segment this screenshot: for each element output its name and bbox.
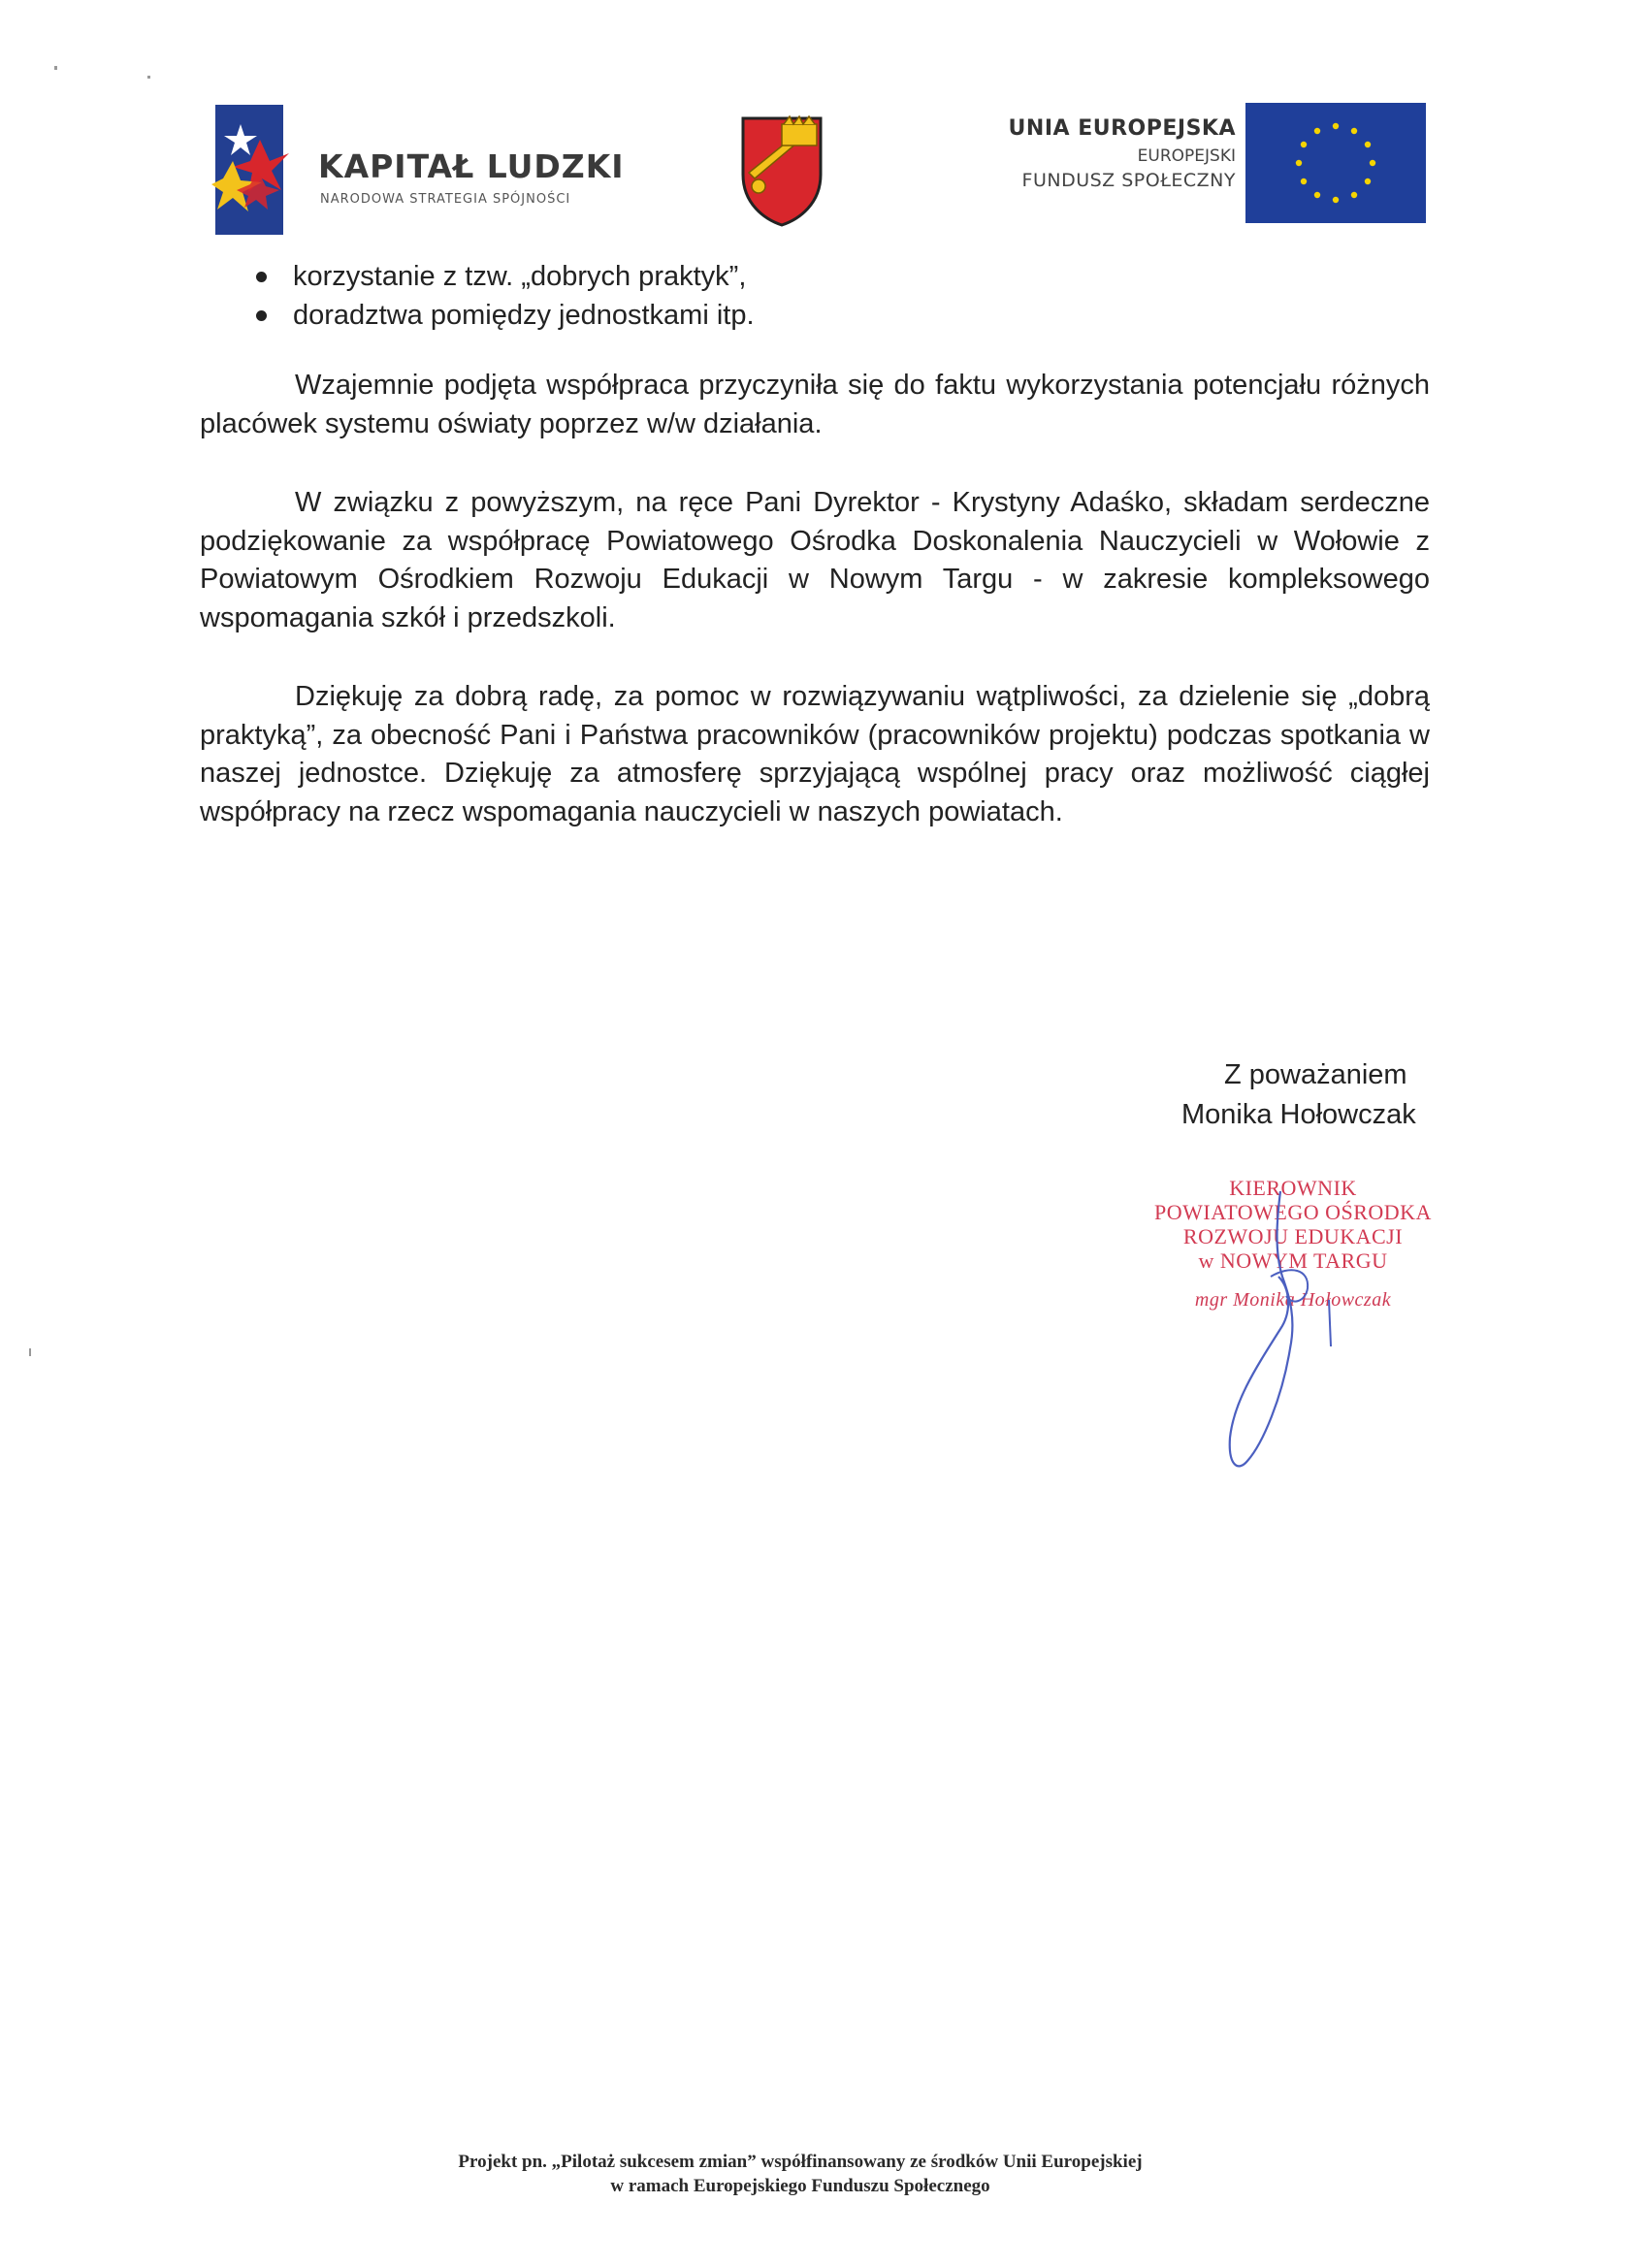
kapital-ludzki-subtitle: NARODOWA STRATEGIA SPÓJNOŚCI xyxy=(320,192,571,207)
eu-text-block xyxy=(1009,116,1236,191)
handwritten-signature xyxy=(1145,1183,1397,1474)
project-footer xyxy=(291,2150,1310,2198)
kapital-ludzki-logo xyxy=(211,103,658,239)
eu-logo xyxy=(980,103,1426,223)
scan-speck xyxy=(29,1348,31,1356)
stamp-line: KIEROWNIK xyxy=(1229,1176,1357,1200)
paragraph-gratitude: Dziękuję za dobrą radę, za pomoc w rozwiązywaniu wątpliwości, za dzielenie się „dobrą praktyką”, za obecność Pani i Państwa pracowników (pracowników projektu) podczas spotkania w naszej jednostce. Dziękuję za atmosferę sprzyjającą wspólnej pracy oraz możliwość ciągłej współpracy na rzecz wspomagania nauczycieli w naszych powiatach. xyxy=(200,681,1430,827)
paragraph-cooperation: Wzajemnie podjęta współpraca przyczyniła się do faktu wykorzystania potencjału różnych placówek systemu oświaty poprzez w/w działania. xyxy=(200,370,1430,439)
letter-body xyxy=(200,258,1430,831)
bullet-text: korzystanie z tzw. „dobrych praktyk”, xyxy=(293,261,747,292)
bullet-dot-icon xyxy=(256,310,267,321)
paragraph-thanks: W związku z powyższym, na ręce Pani Dyrektor - Krystyny Adaśko, składam serdeczne podziękowanie za współpracę Powiatowego Ośrodka Doskonalenia Nauczycieli w Wołowie z Powiatowym Ośrodkiem Rozwoju Edukacji w Nowym Targu - w zakresie kompleksowego wspomagania szkół i przedszkoli. xyxy=(200,487,1430,633)
closing-name: Monika Hołowczak xyxy=(1181,1099,1416,1130)
eu-line-2: EUROPEJSKI xyxy=(1137,146,1236,166)
kapital-ludzki-emblem-icon xyxy=(211,103,318,239)
stamp-line: w NOWYM TARGU xyxy=(1198,1248,1388,1273)
list-item xyxy=(200,258,1430,297)
bullet-text: doradztwa pomiędzy jednostkami itp. xyxy=(293,299,755,331)
eu-line-3: FUNDUSZ SPOŁECZNY xyxy=(1021,170,1236,191)
stamp-line: POWIATOWEGO OŚRODKA xyxy=(1154,1200,1432,1224)
stamp-line: ROZWOJU EDUKACJI xyxy=(1182,1224,1404,1248)
scan-speck xyxy=(147,76,150,79)
stamp-signatory: mgr Monika Hołowczak xyxy=(1194,1289,1392,1311)
bullet-list xyxy=(200,258,1430,335)
closing-greeting: Z poważaniem xyxy=(1224,1059,1407,1090)
footer-line-1: Projekt pn. „Pilotaż sukcesem zmian” współfinansowany ze środków Unii Europejskiej xyxy=(458,2152,1143,2172)
footer-line-2: w ramach Europejskiego Funduszu Społecznego xyxy=(610,2176,990,2196)
closing-block xyxy=(1181,1055,1416,1135)
kapital-ludzki-title: KAPITAŁ LUDZKI xyxy=(318,147,625,185)
bullet-dot-icon xyxy=(256,272,267,282)
scan-speck xyxy=(54,66,57,70)
list-item xyxy=(200,297,1430,336)
coat-of-arms-icon xyxy=(739,114,824,227)
eu-flag-icon xyxy=(1245,103,1426,223)
eu-line-1: UNIA EUROPEJSKA xyxy=(1008,116,1236,141)
